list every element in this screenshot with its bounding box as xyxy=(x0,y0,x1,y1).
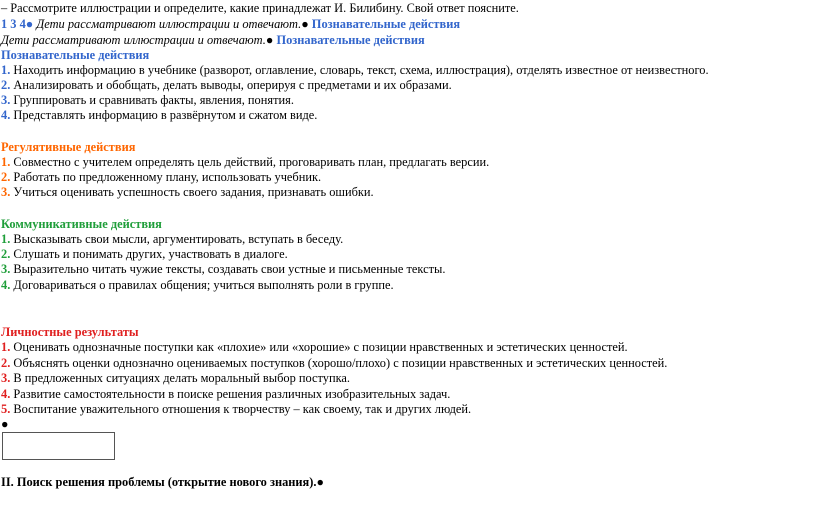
item-text: Высказывать свои мысли, аргументировать, вступать в беседу. xyxy=(10,232,344,246)
section-title: II. Поиск решения проблемы (открытие нового знания). xyxy=(1,475,317,489)
list-item xyxy=(1,232,343,247)
item-number: 2. xyxy=(1,170,11,184)
item-text: Анализировать и обобщать, делать выводы, оперируя с предметами и их образами. xyxy=(10,78,452,92)
item-number: 1. xyxy=(1,155,11,169)
empty-text-box xyxy=(2,432,115,460)
item-text: Договариваться о правилах общения; учиться выполнять роли в группе. xyxy=(10,278,394,292)
item-text: Группировать и сравнивать факты, явления, понятия. xyxy=(10,93,294,107)
item-number: 3. xyxy=(1,185,11,199)
item-number: 3. xyxy=(1,371,11,385)
item-text: Объяснять оценки однозначно оцениваемых поступков (хорошо/плохо) с позиции нравственных и эстетических ценностей. xyxy=(10,356,668,370)
bullet-icon: ● xyxy=(1,417,9,431)
item-text: Учиться оценивать успешность своего задания, признавать ошибки. xyxy=(10,185,374,199)
list-item xyxy=(1,356,667,371)
item-number: 1. xyxy=(1,63,11,77)
list-item xyxy=(1,185,374,200)
item-number: 5. xyxy=(1,402,11,416)
item-text: Оценивать однозначные поступки как «плохие» или «хорошие» с позиции нравственных и эстетических ценностей. xyxy=(10,340,628,354)
list-item xyxy=(1,78,452,93)
list-item xyxy=(1,108,317,123)
list-item xyxy=(1,170,321,185)
item-number: 2. xyxy=(1,356,11,370)
personal-heading: Личностные результаты xyxy=(1,325,139,339)
bullet-icon: ● xyxy=(265,33,274,47)
list-item xyxy=(1,63,709,78)
item-number: 2. xyxy=(1,78,11,92)
item-number: 4. xyxy=(1,108,11,122)
item-text: Развитие самостоятельности в поиске решения различных изобразительных задач. xyxy=(10,387,451,401)
list-item xyxy=(1,93,294,108)
item-number: 1. xyxy=(1,340,11,354)
bullet-icon: ● xyxy=(25,17,34,31)
item-text: Слушать и понимать других, участвовать в диалоге. xyxy=(10,247,288,261)
bullet-icon: ● xyxy=(316,475,324,489)
item-number: 2. xyxy=(1,247,11,261)
item-number: 3. xyxy=(1,262,11,276)
item-text: Представлять информацию в развёрнутом и сжатом виде. xyxy=(10,108,318,122)
list-item xyxy=(1,387,450,402)
cognitive-heading: Познавательные действия xyxy=(1,48,150,62)
item-number: 3. xyxy=(1,93,11,107)
list-item xyxy=(1,340,628,355)
list-item xyxy=(1,247,288,262)
step-text: Дети рассматривают иллюстрации и отвечают. xyxy=(33,17,302,31)
item-text: В предложенных ситуациях делать моральный выбор поступка. xyxy=(10,371,351,385)
item-text: Выразительно читать чужие тексты, создавать свои устные и письменные тексты. xyxy=(10,262,446,276)
regulatory-heading: Регулятивные действия xyxy=(1,140,136,154)
step-label: Познавательные действия xyxy=(308,17,461,31)
step-text: Дети рассматривают иллюстрации и отвечают. xyxy=(1,33,266,47)
list-item xyxy=(1,278,394,293)
communicative-heading: Коммуникативные действия xyxy=(1,217,162,231)
list-item xyxy=(1,371,350,386)
item-number: 1. xyxy=(1,232,11,246)
step-numbers: 1 3 4 xyxy=(1,17,26,31)
section-heading xyxy=(1,475,324,490)
item-text: Совместно с учителем определять цель действий, проговаривать план, предлагать версии. xyxy=(10,155,490,169)
item-text: Воспитание уважительного отношения к творчеству – как своему, так и других людей. xyxy=(10,402,472,416)
item-text: Находить информацию в учебнике (разворот, оглавление, словарь, текст, схема, иллюстрация), отделять известное от неизвестного. xyxy=(10,63,709,77)
item-number: 4. xyxy=(1,278,11,292)
step-label: Познавательные действия xyxy=(273,33,425,47)
list-item xyxy=(1,402,471,417)
list-item xyxy=(1,155,489,170)
intro-line: – Рассмотрите иллюстрации и определите, какие принадлежат И. Билибину. Свой ответ поясните. xyxy=(1,1,519,15)
bullet-icon: ● xyxy=(301,17,309,31)
item-number: 4. xyxy=(1,387,11,401)
item-text: Работать по предложенному плану, использовать учебник. xyxy=(10,170,322,184)
row-lesson-step xyxy=(1,17,460,32)
list-item xyxy=(1,262,445,277)
row-lesson-step-2 xyxy=(1,33,425,48)
